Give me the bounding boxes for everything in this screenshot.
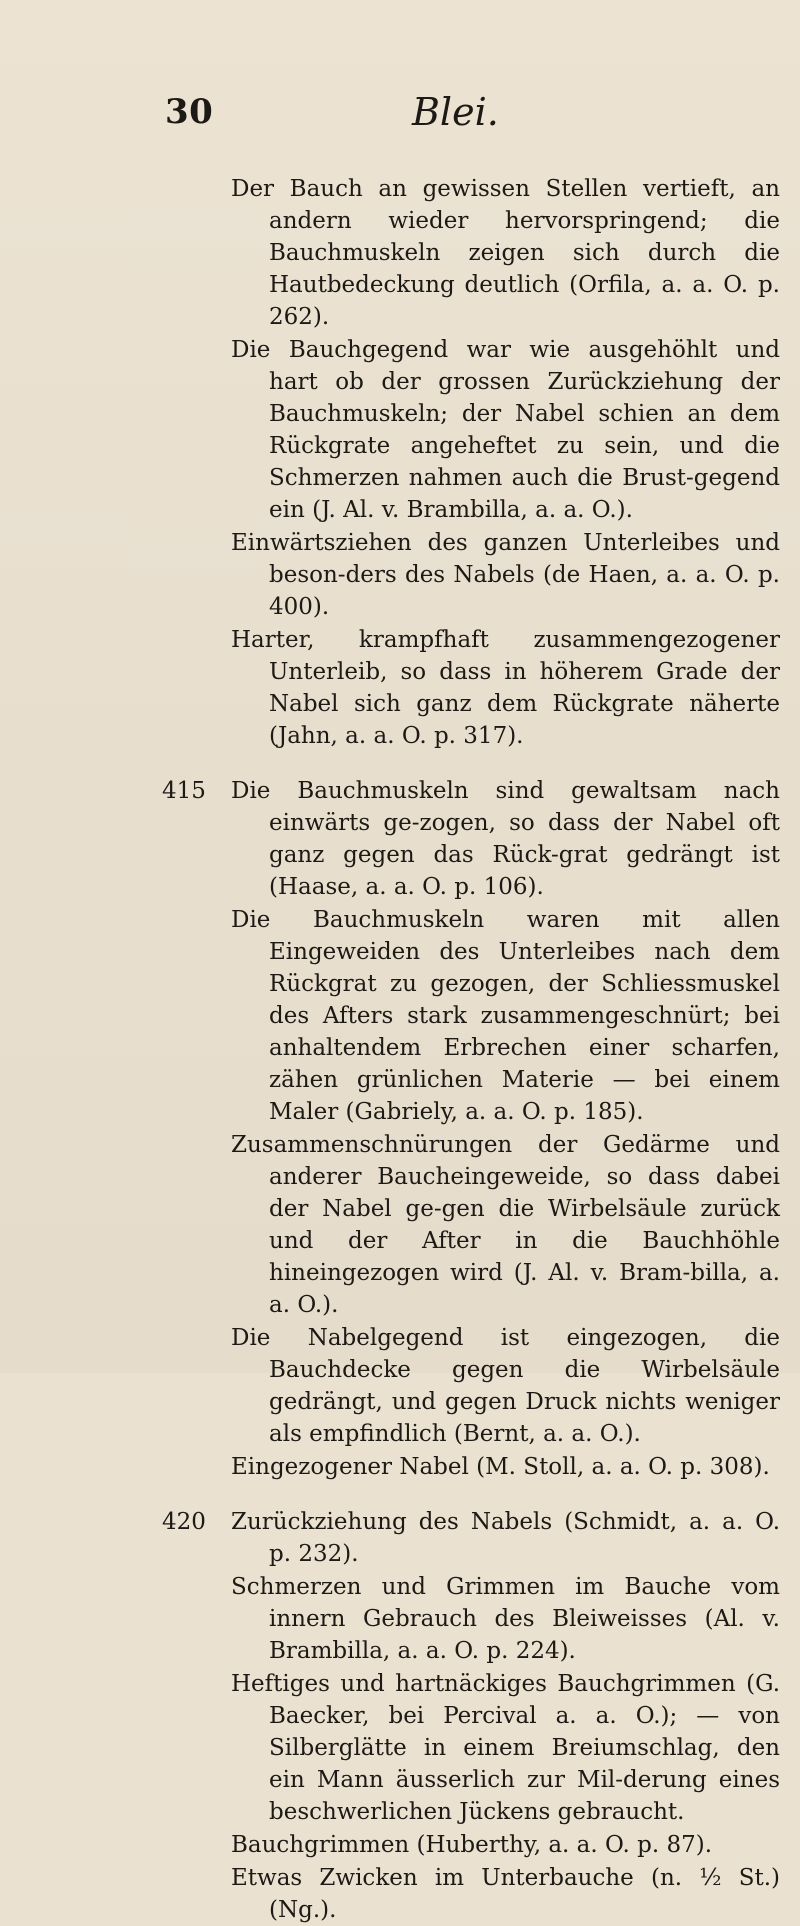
entry-paragraph: Heftiges und hartnäckiges Bauchgrimmen (G. Baecker, bei Percival a. a. O.); — von Silberglätte in einem Breiumschlag, den ein Mann äusserlich zur Mil-derung eines beschwerlichen Jückens gebraucht. bbox=[231, 1671, 780, 1825]
margin-number: 415 bbox=[162, 778, 206, 804]
section-1 bbox=[165, 173, 780, 752]
document-body bbox=[162, 150, 780, 1923]
entry-paragraph: Bauchgrimmen (Huberthy, a. a. O. p. 87). bbox=[231, 1832, 713, 1858]
entry-paragraph: Einwärtsziehen des ganzen Unterleibes und beson-ders des Nabels (de Haen, a. a. O. p. 400). bbox=[231, 530, 780, 620]
entry-paragraph: Die Bauchmuskeln waren mit allen Eingeweiden des Unterleibes nach dem Rückgrat zu gezogen, der Schliessmuskel des Afters stark zusammengeschnürt; bei anhaltendem Erbrechen einer scharfen, zähen grünlichen Materie — bei einem Maler (Gabriely, a. a. O. p. 185). bbox=[231, 907, 780, 1125]
entry-paragraph: Schmerzen und Grimmen im Bauche vom innern Gebrauch des Bleiweisses (Al. v. Brambilla, a. a. O. p. 224). bbox=[231, 1574, 780, 1664]
running-title: Blei. bbox=[412, 90, 499, 134]
entry-paragraph: Die Bauchgegend war wie ausgehöhlt und hart ob der grossen Zurückziehung der Bauchmuskeln; der Nabel schien an dem Rückgrate angeheftet zu sein, und die Schmerzen nahmen auch die Brust-gegend ein (J. Al. v. Brambilla, a. a. O.). bbox=[231, 337, 780, 523]
entry-paragraph: Etwas Zwicken im Unterbauche (n. ½ St.) (Ng.). bbox=[231, 1865, 780, 1923]
entry-paragraph: Zurückziehung des Nabels (Schmidt, a. a. O. p. 232). bbox=[231, 1509, 780, 1567]
margin-number: 420 bbox=[162, 1509, 206, 1535]
entry-paragraph: Harter, krampfhaft zusammengezogener Unterleib, so dass in höherem Grade der Nabel sich ganz dem Rückgrate näherte (Jahn, a. a. O. p. 317). bbox=[231, 627, 780, 749]
entry-paragraph: Eingezogener Nabel (M. Stoll, a. a. O. p. 308). bbox=[231, 1454, 770, 1480]
section-420 bbox=[162, 1506, 780, 1926]
page-header bbox=[0, 92, 800, 142]
page-number: 30 bbox=[165, 92, 214, 132]
entry-paragraph: Die Bauchmuskeln sind gewaltsam nach einwärts ge-zogen, so dass der Nabel oft ganz gegen das Rück-grat gedrängt ist (Haase, a. a. O. p. 106). bbox=[231, 778, 780, 900]
entry-paragraph: Zusammenschnürungen der Gedärme und anderer Baucheingeweide, so dass dabei der Nabel ge-gen die Wirbelsäule zurück und der After in die Bauchhöhle hineingezogen wird (J. Al. v. Bram-billa, a. a. O.). bbox=[231, 1132, 780, 1318]
entry-paragraph: Die Nabelgegend ist eingezogen, die Bauchdecke gegen die Wirbelsäule gedrängt, und gegen Druck nichts weniger als empfindlich (Bernt, a. a. O.). bbox=[231, 1325, 780, 1447]
section-415 bbox=[162, 775, 780, 1483]
entry-paragraph: Der Bauch an gewissen Stellen vertieft, an andern wieder hervorspringend; die Bauchmuskeln zeigen sich durch die Hautbedeckung deutlich (Orfila, a. a. O. p. 262). bbox=[231, 176, 780, 330]
